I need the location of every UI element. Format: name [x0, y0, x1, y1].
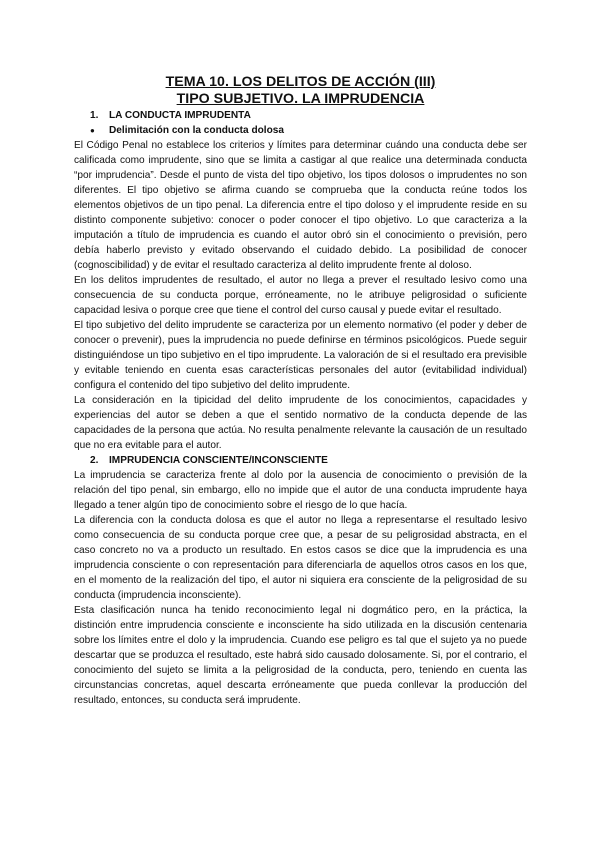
section-2-number: 2. — [90, 455, 99, 466]
section-2-paragraph-2: La diferencia con la conducta dolosa es que el autor no llega a representarse el resultado lesivo como consecuencia de su conducta porque cree que, a pesar de su peligrosidad abstracta, en el caso concreto no va a producto un resultado. En estos casos se dice que la imprudencia es una imprudencia consciente o con representación para diferenciarla de aquellos otros casos en los que, en el momento de la realización del tipo, el autor ni siquiera era consciente de la peligrosidad de su conducta (imprudencia inconsciente). — [74, 515, 527, 601]
document-page — [74, 74, 527, 708]
section-1-paragraph-2: En los delitos imprudentes de resultado, el autor no llega a prever el resultado lesivo como una consecuencia de su conducta porque, erróneamente, no le atribuye peligrosidad o suficiente capacidad lesiva o porque cree que tiene el control del curso causal y puede evitar el resultado. — [74, 275, 527, 316]
section-2-heading — [74, 453, 527, 468]
section-1-paragraph-3: El tipo subjetivo del delito imprudente se caracteriza por un elemento normativo (el poder y deber de conocer o prevenir), pues la imprudencia no puede definirse en términos psicológicos. Puede seguir distinguiéndose un tipo subjetivo en el tipo imprudente. La valoración de si el resultado era previsible y evitable teniendo en cuenta esas características personales del autor (evitabilidad individual) configura el contenido del tipo subjetivo del delito imprudente. — [74, 320, 527, 391]
section-1-number: 1. — [90, 110, 99, 121]
section-1-paragraph-1: El Código Penal no establece los criterios y límites para determinar cuándo una conducta debe ser calificada como imprudente, sino que se limita a castigar al que realice una determinada conducta “por imprudencia”. Desde el punto de vista del tipo objetivo, los tipos dolosos o imprudentes no son diferentes. El tipo objetivo se afirma cuando se comprueba que la conducta reúne todos los elementos objetivos de un tipo penal. La diferencia entre el tipo doloso y el imprudente reside en su distinto componente subjetivo: conocer o poder conocer el tipo objetivo. Lo que caracteriza a la imputación a título de imprudencia es cuando el autor obró sin el conocimiento o previsión, pero debía haberlo previsto y evitado observando el cuidado debido. La posibilidad de conocer (cognoscibilidad) y de evitar el resultado caracteriza al delito imprudente frente al doloso. — [74, 140, 527, 271]
section-1-subheading — [74, 123, 527, 138]
section-2-paragraph-1: La imprudencia se caracteriza frente al dolo por la ausencia de conocimiento o previsión de la relación del tipo penal, sin embargo, ello no impide que el autor de una conducta imprudente haya llegado a tener algún tipo de conocimiento sobre el riesgo de lo que hacía. — [74, 470, 527, 511]
document-title-line-2: TIPO SUBJETIVO. LA IMPRUDENCIA — [176, 91, 425, 107]
bullet-icon: ● — [90, 126, 95, 135]
section-1-heading — [74, 108, 527, 123]
section-2-heading-text: IMPRUDENCIA CONSCIENTE/INCONSCIENTE — [109, 455, 328, 466]
section-1-paragraph-4: La consideración en la tipicidad del delito imprudente de los conocimientos, capacidades y experiencias del autor se deben a que el sentido normativo de la conducta depende de las capacidades de la persona que actúa. No resulta penalmente relevante la causación de un resultado que no era evitable para el autor. — [74, 395, 527, 451]
section-1-subheading-text: Delimitación con la conducta dolosa — [109, 125, 284, 136]
document-title-line-1: TEMA 10. LOS DELITOS DE ACCIÓN (III) — [165, 74, 436, 90]
section-2-paragraph-3: Esta clasificación nunca ha tenido reconocimiento legal ni dogmático pero, en la práctica, la distinción entre imprudencia consciente e inconsciente ha sido utilizada en la discusión centenaria sobre los límites entre el dolo y la imprudencia. Cuando ese peligro es tal que el sujeto ya no puede descartar que se produzca el resultado, este habrá sido causado dolosamente. Si, por el contrario, el conocimiento del sujeto se limita a la peligrosidad de la conducta, pero, teniendo en cuenta las circunstancias concretas, aquel descarta erróneamente que pueda conllevar la producción del resultado, entonces, su conducta será imprudente. — [74, 605, 527, 706]
section-1-heading-text: LA CONDUCTA IMPRUDENTA — [109, 110, 251, 121]
